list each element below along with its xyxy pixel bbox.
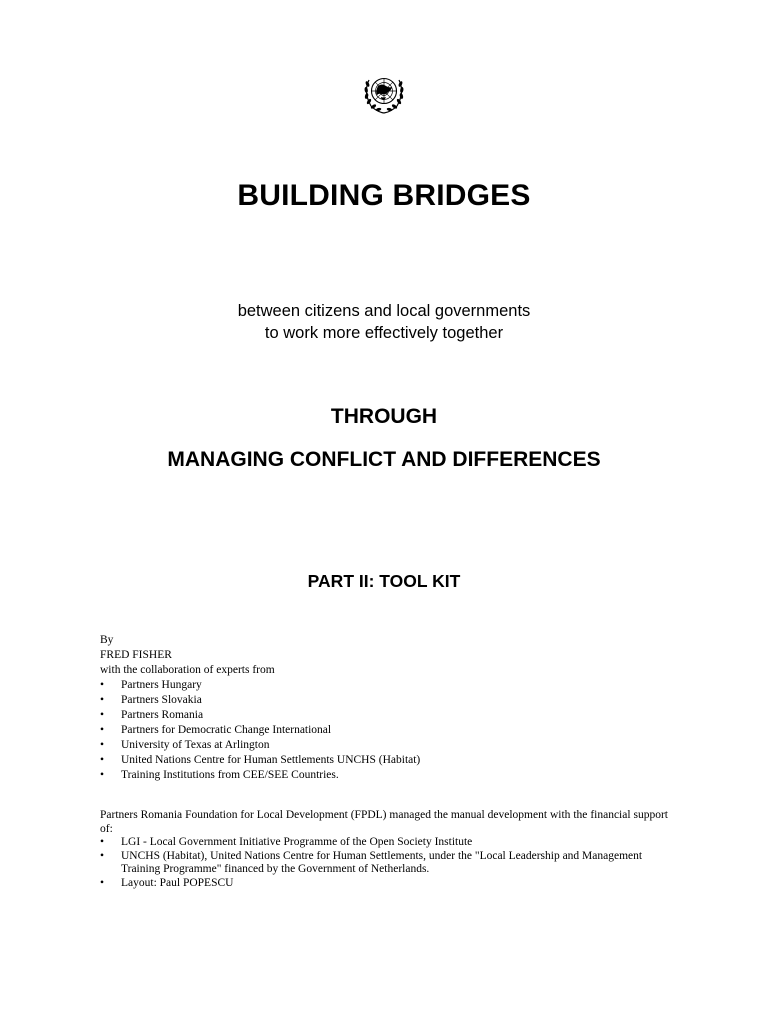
partners-list xyxy=(100,678,670,783)
list-item: • Partners for Democratic Change International xyxy=(100,724,332,736)
subtitle-line-2: to work more effectively together xyxy=(264,324,504,342)
support-list xyxy=(100,836,668,890)
support-block xyxy=(100,809,668,890)
list-item: • Partners Hungary xyxy=(100,679,202,691)
through-heading: THROUGH xyxy=(330,405,438,428)
bullet-icon: • xyxy=(100,694,105,706)
list-item: • University of Texas at Arlington xyxy=(100,739,270,751)
bullet-icon: • xyxy=(100,876,105,889)
author-name: FRED FISHER xyxy=(100,649,172,661)
list-item: • Layout: Paul POPESCU xyxy=(100,876,234,889)
bullet-icon: • xyxy=(100,679,105,691)
part-heading: PART II: TOOL KIT xyxy=(307,571,461,591)
un-emblem-icon xyxy=(354,70,414,118)
list-item: • UNCHS (Habitat), United Nations Centre for Human Settlements, under the "Local Leadership and Management Training Programme" financed by the Government of Netherlands. xyxy=(100,849,643,875)
collaboration-label: with the collaboration of experts from xyxy=(100,664,275,676)
bullet-icon: • xyxy=(100,754,105,766)
bullet-icon: • xyxy=(100,724,105,736)
support-intro: Partners Romania Foundation for Local Development (FPDL) managed the manual development with the financial support of: xyxy=(100,809,668,835)
bullet-icon: • xyxy=(100,849,105,862)
credits-block xyxy=(100,633,670,783)
subtitle-line-1: between citizens and local governments xyxy=(237,302,531,320)
list-item: • LGI - Local Government Initiative Programme of the Open Society Institute xyxy=(100,836,473,848)
subtitle xyxy=(0,300,768,344)
bullet-icon: • xyxy=(100,836,105,848)
bullet-icon: • xyxy=(100,739,105,751)
list-item: • Partners Romania xyxy=(100,709,204,721)
list-item: • Training Institutions from CEE/SEE Countries. xyxy=(100,769,339,781)
list-item: • Partners Slovakia xyxy=(100,694,202,706)
bullet-icon: • xyxy=(100,709,105,721)
by-label: By xyxy=(100,634,114,646)
document-title: BUILDING BRIDGES xyxy=(237,179,531,212)
bullet-icon: • xyxy=(100,769,105,781)
list-item: • United Nations Centre for Human Settlements UNCHS (Habitat) xyxy=(100,754,421,766)
managing-heading: MANAGING CONFLICT AND DIFFERENCES xyxy=(167,448,601,471)
